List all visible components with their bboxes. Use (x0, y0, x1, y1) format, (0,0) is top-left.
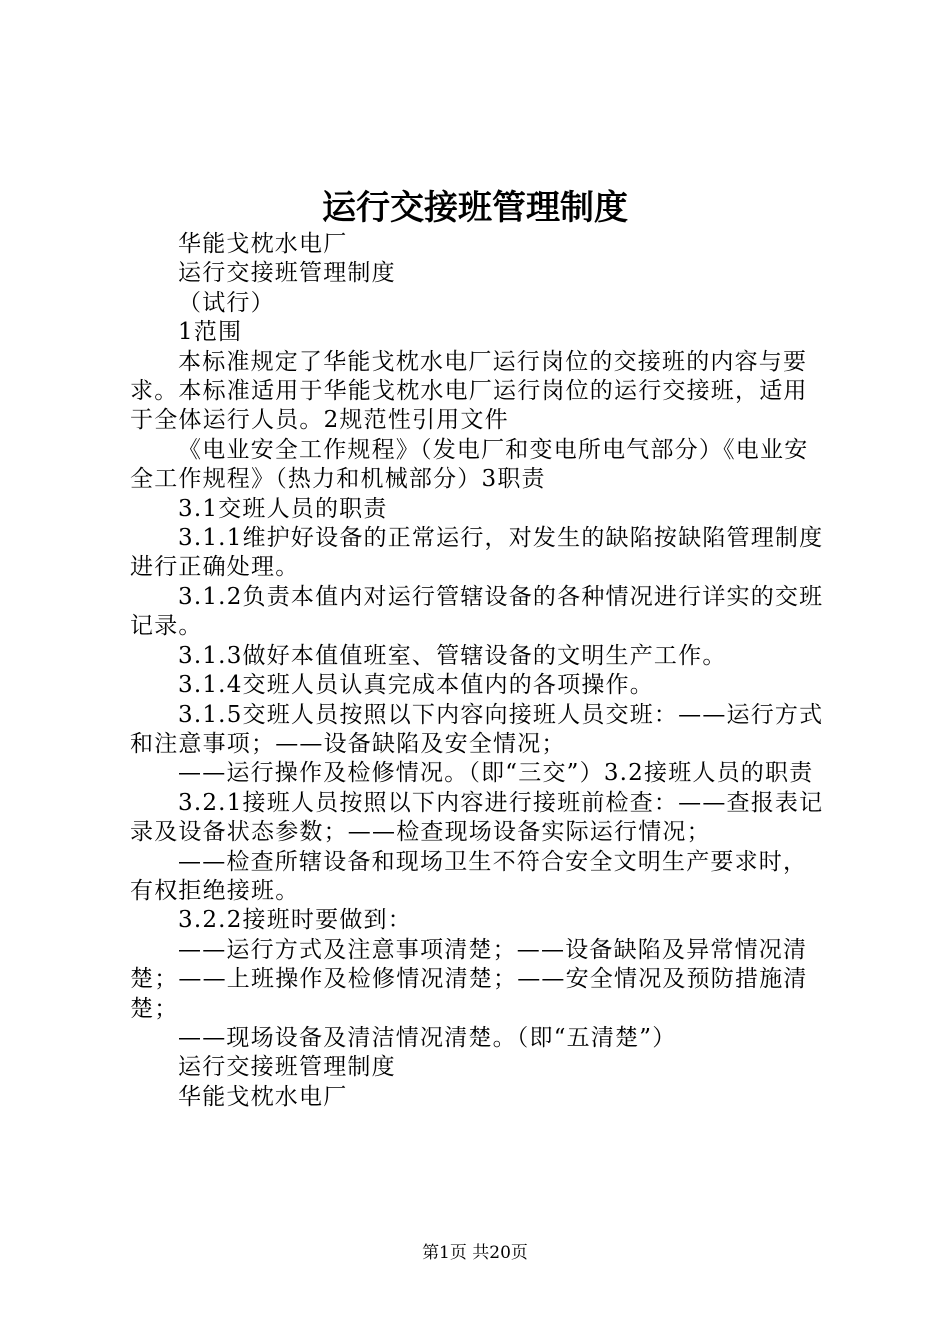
paragraph: 《电业安全工作规程》（发电厂和变电所电气部分）《电业安全工作规程》（热力和机械部分）3职责 (130, 436, 809, 493)
paragraph: ——运行操作及检修情况。（即“三交”）3.2接班人员的职责 (178, 760, 814, 787)
paragraph: 3.1交班人员的职责 (178, 495, 388, 522)
paragraph: 3.1.2负责本值内对运行管辖设备的各种情况进行详实的交班记录。 (130, 583, 824, 640)
document-body (130, 230, 830, 1112)
paragraph: 华能戈枕水电厂 (178, 231, 348, 257)
paragraph: 3.1.3做好本值值班室、管辖设备的文明生产工作。 (178, 642, 727, 669)
paragraph: 运行交接班管理制度 (178, 1054, 396, 1081)
paragraph: 运行交接班管理制度 (178, 260, 396, 287)
paragraph: ——运行方式及注意事项清楚；——设备缺陷及异常情况清楚；——上班操作及检修情况清楚；——安全情况及预防措施清楚； (130, 936, 808, 1022)
page-number-footer: 第1页 共20页 (422, 1243, 528, 1263)
paragraph: 3.2.2接班时要做到： (178, 907, 412, 934)
paragraph: 华能戈枕水电厂 (178, 1083, 348, 1110)
paragraph: 3.2.1接班人员按照以下内容进行接班前检查：——查报表记录及设备状态参数；——检查现场设备实际运行情况； (130, 789, 824, 846)
paragraph: 3.1.5交班人员按照以下内容向接班人员交班：——运行方式和注意事项；——设备缺陷及安全情况； (130, 701, 824, 757)
paragraph: 1范围 (178, 319, 243, 346)
paragraph: 本标准规定了华能戈枕水电厂运行岗位的交接班的内容与要求。本标准适用于华能戈枕水电厂运行岗位的运行交接班，适用于全体运行人员。2规范性引用文件 (130, 348, 808, 434)
paragraph: （试行） (178, 289, 275, 316)
document-title: 运行交接班管理制度 (322, 188, 628, 228)
paragraph: ——检查所辖设备和现场卫生不符合安全文明生产要求时，有权拒绝接班。 (130, 848, 808, 904)
paragraph: 3.1.4交班人员认真完成本值内的各项操作。 (178, 672, 654, 699)
paragraph: ——现场设备及清洁情况清楚。（即“五清楚”） (178, 1024, 677, 1051)
paragraph: 3.1.1维护好设备的正常运行，对发生的缺陷按缺陷管理制度进行正确处理。 (130, 525, 824, 581)
